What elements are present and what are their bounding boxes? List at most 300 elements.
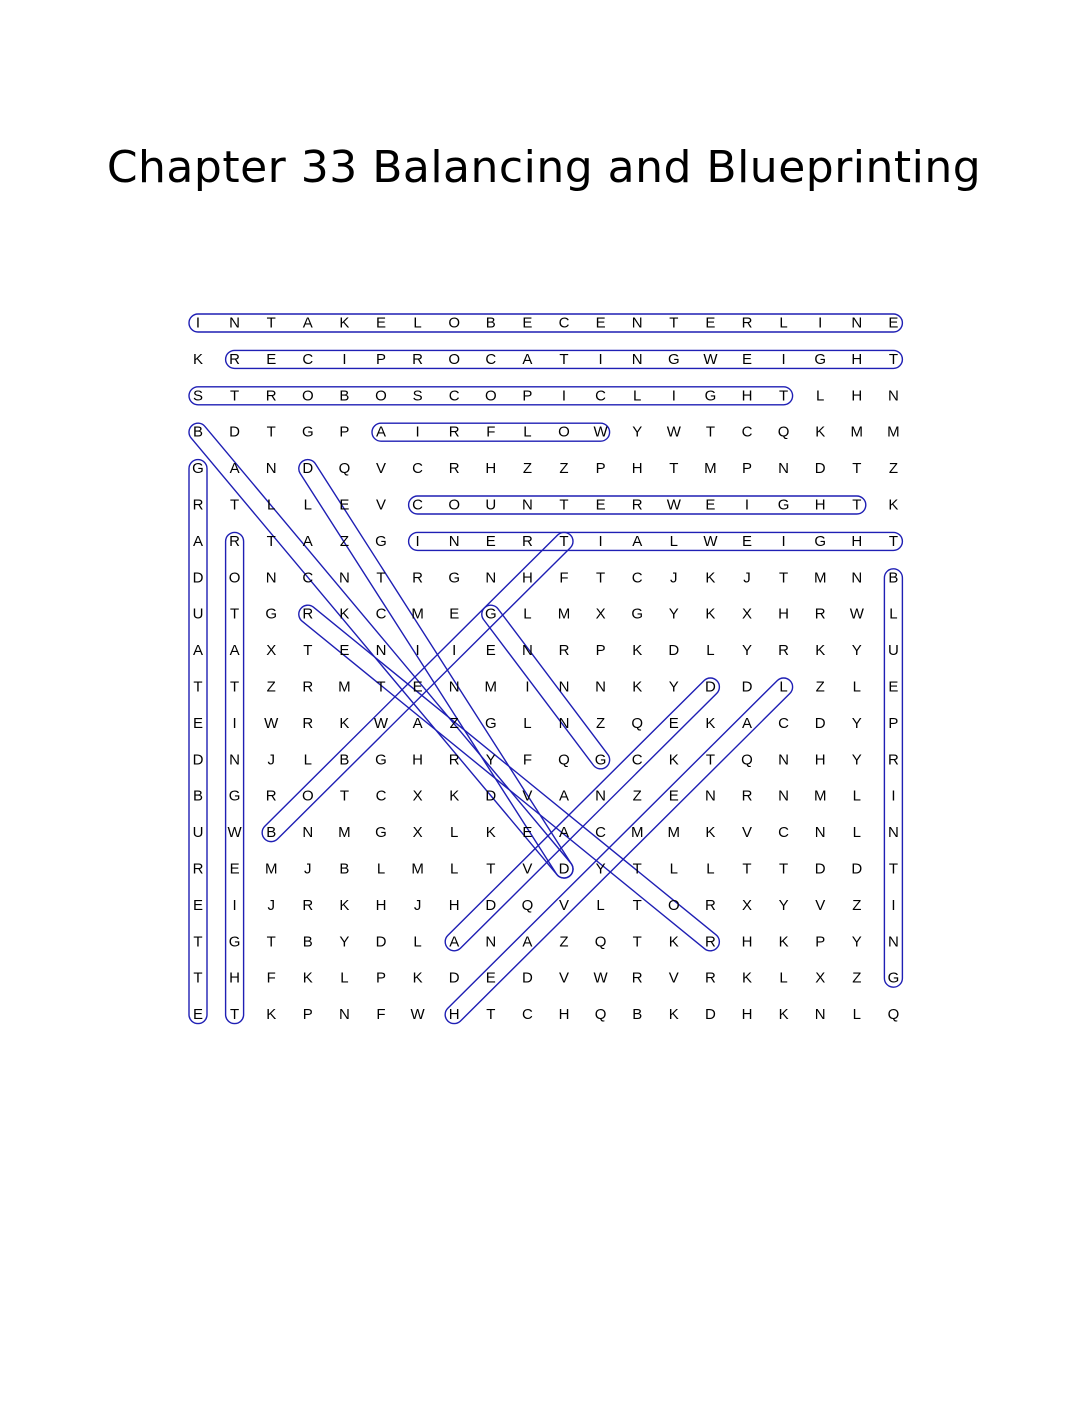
- grid-letter: M: [411, 605, 424, 623]
- grid-letter: O: [448, 314, 461, 332]
- grid-letter: K: [815, 642, 826, 660]
- grid-letter: O: [301, 787, 314, 805]
- grid-letter: D: [302, 460, 314, 478]
- grid-letter: Z: [815, 678, 825, 696]
- grid-letter: D: [814, 860, 826, 878]
- grid-letter: A: [192, 532, 204, 550]
- grid-letter: A: [192, 642, 204, 660]
- grid-letter: R: [521, 532, 533, 550]
- grid-letter: I: [415, 642, 420, 660]
- grid-letter: W: [227, 824, 242, 842]
- grid-letter: N: [704, 787, 716, 805]
- grid-letter: T: [779, 860, 789, 878]
- grid-letter: A: [229, 460, 240, 478]
- grid-letter: O: [448, 496, 461, 514]
- grid-letter: H: [741, 933, 753, 951]
- grid-letter: P: [339, 423, 350, 441]
- grid-letter: K: [632, 642, 643, 660]
- grid-letter: T: [705, 423, 715, 441]
- grid-letter: E: [485, 969, 496, 987]
- grid-letter: M: [667, 824, 681, 842]
- grid-letter: G: [594, 751, 607, 769]
- grid-letter: K: [705, 714, 716, 732]
- grid-letter: I: [195, 314, 201, 332]
- grid-letter: J: [413, 896, 422, 914]
- grid-letter: G: [484, 714, 497, 732]
- grid-letter: W: [593, 969, 608, 987]
- grid-letter: Y: [851, 751, 862, 769]
- grid-letter: V: [522, 860, 533, 878]
- grid-letter: E: [705, 314, 716, 332]
- grid-letter: G: [448, 569, 461, 587]
- grid-letter: V: [375, 496, 387, 514]
- grid-letter: T: [852, 460, 862, 478]
- grid-letter: C: [778, 824, 790, 842]
- grid-letter: P: [595, 642, 606, 660]
- grid-letter: C: [595, 824, 607, 842]
- grid-letter: R: [704, 933, 716, 951]
- grid-letter: D: [521, 969, 533, 987]
- grid-letter: E: [668, 787, 679, 805]
- grid-letter: C: [778, 714, 790, 732]
- grid-letter: Z: [559, 933, 569, 951]
- grid-letter: R: [412, 350, 424, 368]
- grid-letter: T: [852, 496, 862, 514]
- grid-letter: N: [485, 569, 497, 587]
- grid-letter: R: [448, 460, 460, 478]
- grid-letter: G: [375, 532, 387, 550]
- grid-letter: K: [339, 714, 350, 732]
- grid-letter: K: [192, 350, 204, 368]
- grid-letter: I: [561, 387, 567, 405]
- grid-letter: C: [631, 751, 643, 769]
- grid-letter: L: [523, 605, 532, 623]
- grid-letter: K: [339, 314, 350, 332]
- grid-letter: S: [412, 387, 423, 405]
- grid-letter: P: [375, 350, 387, 368]
- grid-letter: T: [669, 314, 679, 332]
- grid-letter: B: [339, 751, 350, 769]
- grid-letter: N: [887, 824, 899, 842]
- grid-letter: I: [452, 642, 457, 660]
- grid-letter: E: [485, 642, 496, 660]
- grid-letter: M: [813, 569, 827, 587]
- grid-letter: R: [741, 314, 753, 332]
- grid-letter: D: [375, 933, 387, 951]
- grid-letter: N: [265, 460, 277, 478]
- grid-letter: E: [485, 532, 496, 550]
- grid-letter: I: [415, 532, 420, 550]
- grid-letter: M: [850, 423, 864, 441]
- grid-letter: H: [229, 969, 241, 987]
- grid-letter: Y: [632, 423, 643, 441]
- grid-letter: E: [375, 314, 387, 332]
- grid-letter: H: [814, 496, 826, 514]
- grid-letter: A: [522, 350, 533, 368]
- grid-letter: N: [448, 678, 460, 696]
- grid-letter: H: [851, 532, 863, 550]
- grid-letter: W: [264, 714, 279, 732]
- grid-letter: E: [412, 678, 423, 696]
- grid-letter: H: [375, 896, 387, 914]
- grid-letter: H: [741, 1006, 753, 1024]
- grid-letter: K: [705, 569, 716, 587]
- grid-letter: E: [595, 496, 606, 514]
- grid-letter: B: [485, 314, 496, 332]
- grid-letter: N: [375, 642, 387, 660]
- grid-letter: W: [849, 605, 864, 623]
- grid-letter: N: [631, 314, 643, 332]
- grid-letter: T: [193, 678, 203, 696]
- grid-letter: M: [338, 678, 351, 696]
- grid-letter: J: [267, 896, 275, 914]
- grid-letter: X: [741, 605, 753, 623]
- grid-letter: T: [376, 569, 386, 587]
- grid-letter: M: [630, 824, 644, 842]
- grid-letter: O: [484, 387, 497, 405]
- found-word-highlight-inertialweight: [409, 532, 903, 550]
- grid-letter: B: [266, 824, 277, 842]
- grid-letter: K: [778, 933, 789, 951]
- grid-letter: H: [521, 569, 533, 587]
- grid-letter: P: [302, 1006, 313, 1024]
- grid-letter: G: [667, 350, 680, 368]
- grid-letter: A: [302, 532, 313, 550]
- grid-letter: Q: [741, 751, 753, 769]
- grid-letter: K: [339, 896, 350, 914]
- grid-letter: K: [266, 1006, 277, 1024]
- grid-letter: K: [412, 969, 423, 987]
- grid-letter: W: [373, 714, 389, 732]
- grid-letter: D: [485, 896, 497, 914]
- grid-letter: V: [558, 896, 570, 914]
- grid-letter: L: [852, 787, 861, 805]
- grid-letter: H: [778, 605, 790, 623]
- grid-letter: M: [704, 460, 717, 478]
- grid-letter: Y: [485, 751, 496, 769]
- grid-letter: N: [814, 1006, 826, 1024]
- grid-letter: H: [448, 1006, 460, 1024]
- grid-letter: G: [887, 969, 900, 987]
- grid-letter: L: [523, 714, 532, 732]
- grid-letter: X: [595, 605, 606, 623]
- letter-grid: [192, 315, 899, 1024]
- grid-letter: H: [485, 460, 497, 478]
- grid-letter: A: [632, 532, 643, 550]
- grid-letter: Q: [631, 714, 644, 732]
- grid-letter: T: [230, 387, 240, 405]
- grid-letter: N: [778, 787, 790, 805]
- grid-letter: L: [779, 678, 788, 696]
- grid-letter: L: [852, 824, 861, 842]
- grid-letter: A: [412, 714, 423, 732]
- grid-letter: Y: [668, 605, 679, 623]
- grid-letter: D: [741, 678, 753, 696]
- grid-letter: H: [448, 896, 460, 914]
- grid-letter: E: [266, 350, 277, 368]
- grid-letter: H: [412, 751, 424, 769]
- grid-letter: Z: [559, 460, 569, 478]
- grid-letter: L: [376, 860, 386, 878]
- grid-letter: E: [339, 642, 350, 660]
- grid-letter: M: [813, 787, 827, 805]
- grid-letter: R: [229, 350, 241, 368]
- grid-letter: Y: [851, 933, 862, 951]
- grid-letter: M: [411, 860, 424, 878]
- grid-letter: N: [229, 314, 241, 332]
- grid-letter: C: [521, 1006, 533, 1024]
- grid-letter: Z: [449, 714, 459, 732]
- grid-letter: Y: [851, 642, 862, 660]
- grid-letter: G: [301, 423, 314, 441]
- grid-letter: Q: [338, 460, 351, 478]
- grid-letter: E: [449, 605, 460, 623]
- grid-letter: I: [891, 896, 896, 914]
- grid-letter: Y: [741, 642, 753, 660]
- grid-letter: V: [558, 969, 570, 987]
- grid-letter: K: [888, 496, 899, 514]
- grid-letter: Y: [778, 896, 789, 914]
- grid-letter: I: [525, 678, 530, 696]
- grid-letter: Z: [888, 460, 898, 478]
- grid-letter: U: [192, 824, 204, 842]
- grid-letter: A: [741, 714, 753, 732]
- grid-letter: N: [558, 714, 570, 732]
- found-word-highlights: [185, 314, 902, 1027]
- grid-letter: K: [705, 824, 716, 842]
- grid-letter: D: [704, 678, 716, 696]
- grid-letter: L: [450, 824, 459, 842]
- grid-letter: G: [228, 933, 241, 951]
- grid-letter: T: [742, 860, 752, 878]
- grid-letter: G: [375, 824, 387, 842]
- grid-letter: T: [266, 314, 276, 332]
- grid-letter: K: [668, 1006, 679, 1024]
- grid-letter: Q: [558, 751, 570, 769]
- grid-letter: V: [741, 824, 753, 842]
- grid-letter: X: [266, 642, 277, 660]
- grid-letter: D: [814, 460, 826, 478]
- grid-letter: D: [814, 714, 826, 732]
- grid-letter: O: [301, 387, 314, 405]
- grid-letter: H: [851, 350, 863, 368]
- grid-letter: N: [887, 387, 899, 405]
- grid-letter: B: [888, 569, 899, 587]
- grid-letter: N: [265, 569, 277, 587]
- grid-letter: K: [705, 605, 716, 623]
- grid-letter: I: [415, 423, 420, 441]
- grid-letter: L: [779, 314, 788, 332]
- grid-letter: Z: [339, 532, 349, 550]
- grid-letter: R: [704, 896, 716, 914]
- grid-letter: Q: [594, 1006, 607, 1024]
- grid-letter: R: [229, 532, 241, 550]
- grid-letter: L: [303, 496, 312, 514]
- grid-letter: E: [192, 714, 204, 732]
- grid-letter: T: [266, 532, 276, 550]
- grid-letter: F: [559, 569, 569, 587]
- grid-letter: T: [559, 496, 569, 514]
- grid-letter: K: [302, 969, 313, 987]
- grid-letter: C: [302, 569, 314, 587]
- grid-letter: N: [485, 933, 497, 951]
- grid-letter: K: [632, 678, 643, 696]
- grid-letter: L: [633, 387, 642, 405]
- grid-letter: N: [814, 824, 826, 842]
- grid-letter: I: [818, 314, 823, 332]
- grid-letter: V: [375, 460, 387, 478]
- grid-letter: O: [448, 350, 461, 368]
- grid-letter: I: [781, 532, 786, 550]
- grid-letter: T: [888, 860, 898, 878]
- grid-letter: L: [852, 678, 861, 696]
- grid-letter: N: [778, 460, 790, 478]
- grid-letter: T: [888, 532, 898, 550]
- grid-letter: W: [703, 350, 718, 368]
- grid-letter: F: [376, 1006, 386, 1024]
- grid-letter: K: [815, 423, 826, 441]
- grid-letter: D: [668, 642, 680, 660]
- grid-letter: T: [669, 460, 679, 478]
- grid-letter: P: [741, 460, 753, 478]
- grid-letter: N: [631, 350, 643, 368]
- grid-letter: I: [781, 350, 786, 368]
- grid-letter: K: [668, 751, 679, 769]
- grid-letter: C: [595, 387, 607, 405]
- grid-letter: N: [558, 678, 570, 696]
- grid-letter: J: [267, 751, 275, 769]
- grid-letter: D: [448, 969, 460, 987]
- grid-letter: X: [412, 787, 423, 805]
- grid-letter: T: [230, 678, 240, 696]
- found-word-highlight-dynamic: [295, 456, 576, 881]
- grid-letter: Z: [522, 460, 532, 478]
- grid-letter: L: [669, 532, 678, 550]
- grid-letter: M: [264, 860, 278, 878]
- grid-letter: O: [667, 896, 680, 914]
- grid-letter: T: [705, 751, 715, 769]
- grid-letter: E: [741, 350, 753, 368]
- grid-letter: N: [302, 824, 314, 842]
- grid-letter: A: [229, 642, 240, 660]
- grid-letter: G: [814, 350, 827, 368]
- grid-letter: O: [228, 569, 241, 587]
- grid-letter: A: [449, 933, 460, 951]
- grid-letter: I: [744, 496, 750, 514]
- grid-letter: U: [485, 496, 497, 514]
- grid-letter: F: [266, 969, 276, 987]
- grid-letter: B: [339, 860, 350, 878]
- grid-letter: L: [889, 605, 898, 623]
- grid-letter: D: [192, 569, 204, 587]
- grid-letter: Z: [632, 787, 642, 805]
- grid-letter: I: [232, 714, 237, 732]
- grid-letter: B: [192, 423, 204, 441]
- grid-letter: R: [265, 387, 277, 405]
- grid-letter: Q: [887, 1006, 900, 1024]
- grid-letter: I: [598, 532, 603, 550]
- grid-letter: O: [375, 387, 387, 405]
- found-word-highlight-blueprinting: [884, 569, 902, 987]
- grid-letter: L: [852, 1006, 861, 1024]
- grid-letter: R: [448, 423, 460, 441]
- grid-letter: L: [523, 423, 532, 441]
- grid-letter: T: [303, 642, 313, 660]
- grid-letter: J: [304, 860, 312, 878]
- grid-letter: K: [668, 933, 679, 951]
- grid-letter: Y: [668, 678, 679, 696]
- grid-letter: R: [741, 787, 753, 805]
- grid-letter: T: [266, 933, 276, 951]
- grid-letter: T: [632, 860, 642, 878]
- grid-letter: L: [779, 969, 788, 987]
- grid-letter: P: [375, 969, 387, 987]
- grid-letter: R: [412, 569, 424, 587]
- grid-letter: G: [777, 496, 790, 514]
- grid-letter: E: [522, 824, 533, 842]
- grid-letter: H: [851, 387, 863, 405]
- grid-letter: E: [522, 314, 533, 332]
- grid-letter: C: [448, 387, 460, 405]
- grid-letter: P: [595, 460, 606, 478]
- grid-letter: V: [815, 896, 826, 914]
- grid-letter: C: [375, 605, 387, 623]
- grid-letter: R: [814, 605, 826, 623]
- grid-letter: E: [339, 496, 350, 514]
- grid-letter: D: [704, 1006, 716, 1024]
- grid-letter: W: [593, 423, 608, 441]
- grid-letter: F: [486, 423, 496, 441]
- grid-letter: C: [631, 569, 643, 587]
- grid-letter: P: [815, 933, 826, 951]
- grid-letter: H: [741, 387, 753, 405]
- grid-letter: C: [412, 460, 424, 478]
- grid-letter: D: [192, 751, 204, 769]
- grid-letter: L: [267, 496, 276, 514]
- grid-letter: O: [558, 423, 570, 441]
- grid-letter: R: [192, 860, 204, 878]
- grid-letter: F: [522, 751, 532, 769]
- grid-letter: G: [631, 605, 644, 623]
- grid-letter: Q: [521, 896, 534, 914]
- grid-letter: H: [558, 1006, 570, 1024]
- grid-letter: R: [887, 751, 899, 769]
- grid-letter: Q: [594, 933, 607, 951]
- grid-letter: D: [485, 787, 497, 805]
- grid-letter: T: [779, 569, 789, 587]
- grid-letter: L: [413, 314, 422, 332]
- grid-letter: L: [413, 933, 422, 951]
- grid-letter: S: [192, 387, 204, 405]
- grid-letter: C: [741, 423, 753, 441]
- grid-letter: K: [741, 969, 753, 987]
- grid-letter: G: [814, 532, 827, 550]
- grid-letter: T: [230, 496, 240, 514]
- grid-letter: J: [670, 569, 678, 587]
- grid-letter: R: [302, 714, 314, 732]
- grid-letter: U: [192, 605, 204, 623]
- grid-letter: B: [339, 387, 350, 405]
- grid-letter: C: [485, 350, 497, 368]
- grid-letter: M: [887, 423, 900, 441]
- grid-letter: L: [303, 751, 312, 769]
- grid-letter: M: [338, 824, 351, 842]
- grid-letter: A: [375, 423, 387, 441]
- grid-letter: E: [595, 314, 606, 332]
- grid-letter: Q: [777, 423, 790, 441]
- grid-letter: E: [888, 314, 899, 332]
- grid-letter: B: [192, 787, 204, 805]
